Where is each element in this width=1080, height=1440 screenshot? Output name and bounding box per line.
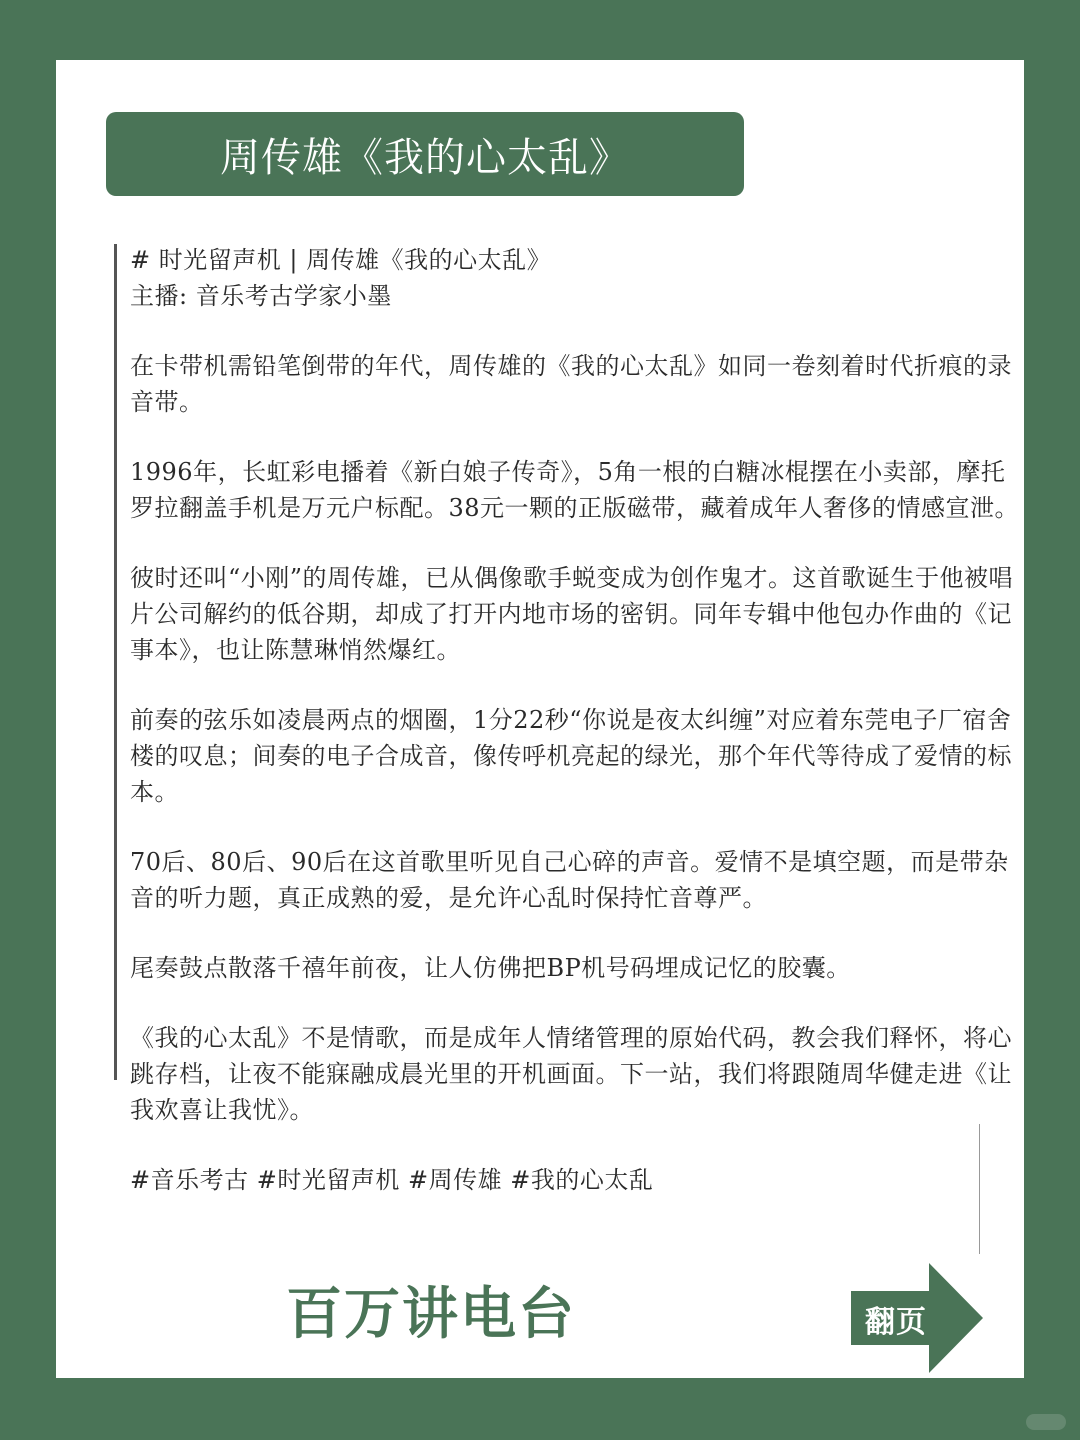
brand-name: 百万讲电台 (286, 1282, 576, 1347)
next-page-label: 翻页 (865, 1305, 927, 1340)
host-line: 主播: 音乐考古学家小墨 (130, 282, 392, 310)
article-card (56, 60, 1024, 1378)
paragraph: 在卡带机需铅笔倒带的年代，周传雄的《我的心太乱》如同一卷刻着时代折痕的录音带。 (130, 352, 1012, 416)
paragraph: 《我的心太乱》不是情歌，而是成年人情绪管理的原始代码，教会我们释怀，将心跳存档，让夜不能寐融成晨光里的开机画面。下一站，我们将跟随周华健走进《让我欢喜让我忧》。 (130, 1024, 1012, 1124)
paragraph: 1996年，长虹彩电播着《新白娘子传奇》，5角一根的白糖冰棍摆在小卖部，摩托罗拉翻盖手机是万元户标配。38元一颗的正版磁带，藏着成年人奢侈的情感宣泄。 (130, 458, 1020, 522)
page-title: 周传雄《我的心太乱》 (220, 134, 630, 181)
paragraph: 70后、80后、90后在这首歌里听见自己心碎的声音。爱情不是填空题，而是带杂音的听力题，真正成熟的爱，是允许心乱时保持忙音尊严。 (130, 848, 1009, 912)
paragraph: 尾奏鼓点散落千禧年前夜，让人仿佛把BP机号码埋成记忆的胶囊。 (130, 954, 851, 982)
column-tag-line: # 时光留声机 | 周传雄《我的心太乱》 (130, 246, 552, 274)
next-page-button[interactable] (851, 1263, 983, 1373)
article-body (130, 242, 1020, 1232)
title-banner (106, 112, 744, 196)
watermark (1026, 1414, 1066, 1430)
paragraph: 前奏的弦乐如凌晨两点的烟圈，1分22秒“你说是夜太纠缠”对应着东莞电子厂宿舍楼的叹息；间奏的电子合成音，像传呼机亮起的绿光，那个年代等待成了爱情的标本。 (130, 706, 1012, 806)
paragraph: 彼时还叫“小刚”的周传雄，已从偶像歌手蜕变成为创作鬼才。这首歌诞生于他被唱片公司解约的低谷期，却成了打开内地市场的密钥。同年专辑中他包办作曲的《记事本》，也让陈慧琳悄然爆红。 (130, 564, 1014, 664)
left-divider (114, 244, 117, 1080)
hashtags[interactable]: #音乐考古 #时光留声机 #周传雄 #我的心太乱 (130, 1166, 654, 1194)
